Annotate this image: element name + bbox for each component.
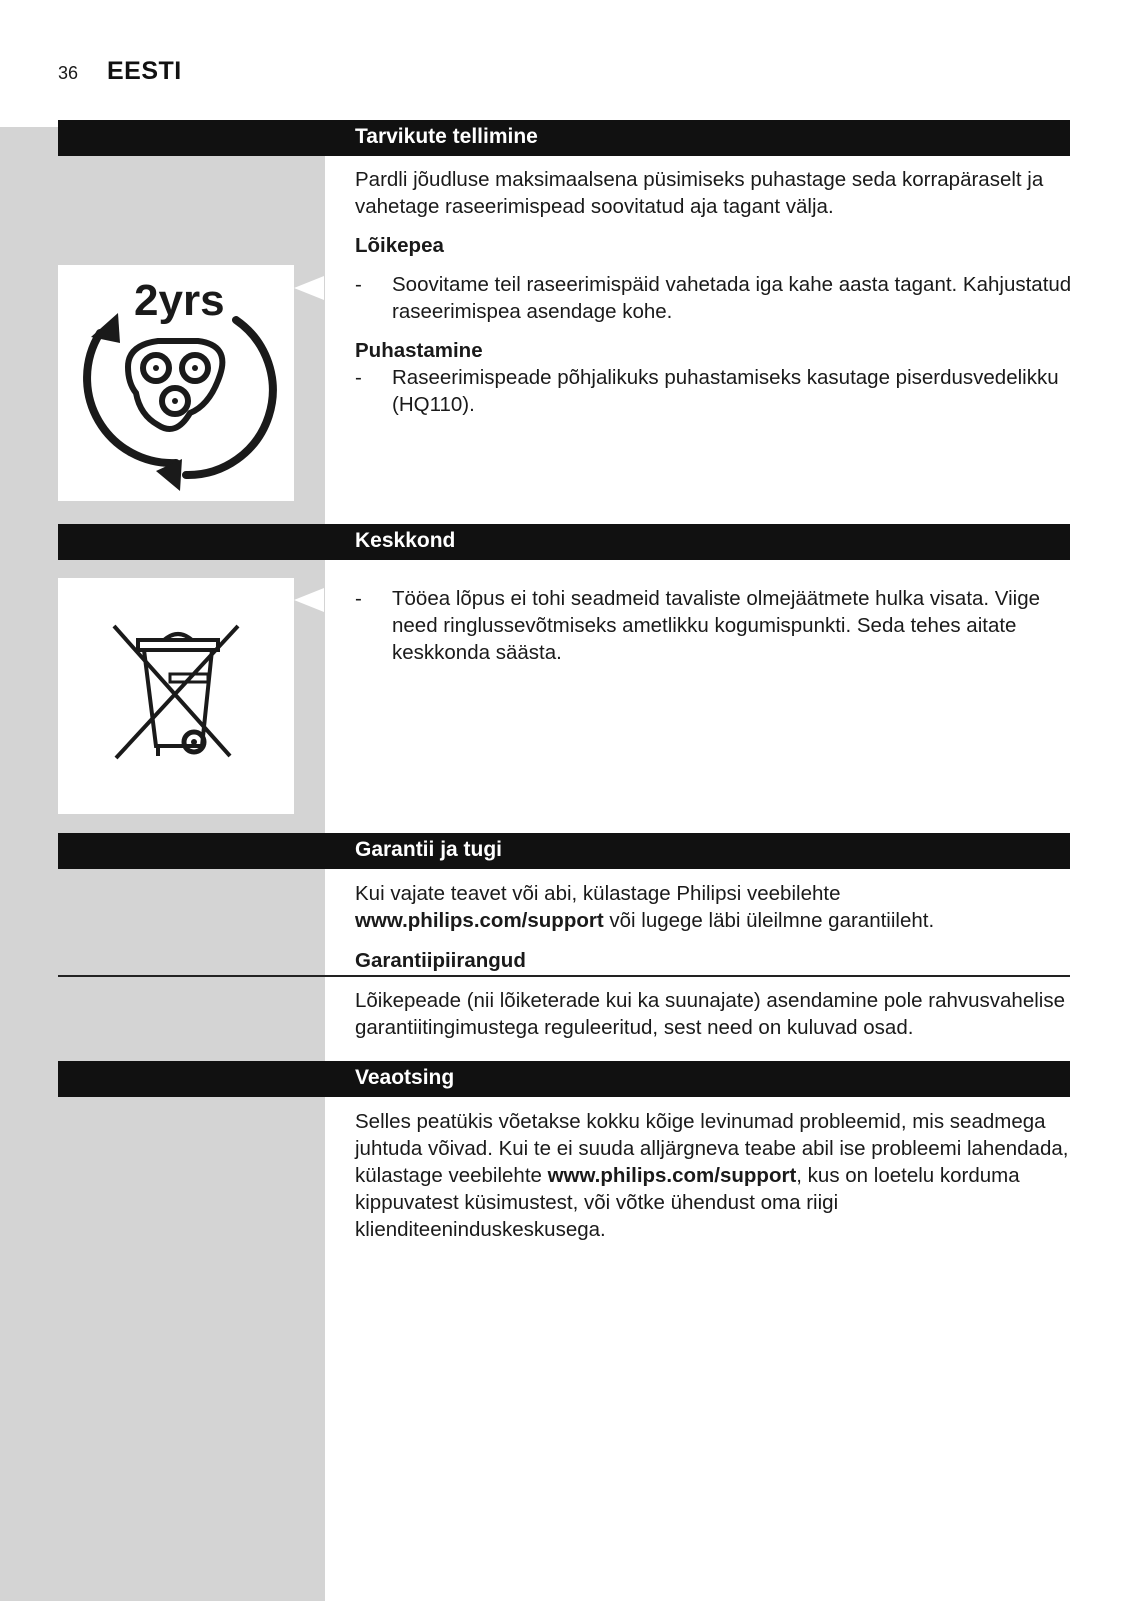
list-item bbox=[355, 585, 1073, 666]
section-body bbox=[355, 880, 1073, 974]
paragraph: Pardli jõudluse maksimaalsena püsimiseks puhastage seda korrapäraselt ja vahetage raseerimispead soovitatud aja tagant välja. bbox=[355, 168, 1044, 218]
paragraph-text: , kus on loetelu korduma kippuvatest küsimustest, või võtke ühendust oma riigi klienditeeninduskeskusega. bbox=[355, 1164, 1020, 1241]
paragraph-text: või lugege läbi üleilmne garantiileht. bbox=[603, 909, 935, 932]
section-heading-bar bbox=[58, 120, 1070, 156]
support-link[interactable]: www.philips.com/support bbox=[355, 909, 604, 932]
bullet-dash: - bbox=[355, 273, 362, 296]
page-number: 36 bbox=[58, 63, 79, 83]
section-heading-bar bbox=[58, 833, 1070, 869]
support-link[interactable]: www.philips.com/support bbox=[547, 1164, 797, 1187]
section-body bbox=[355, 987, 1073, 1041]
image-pointer bbox=[294, 588, 324, 612]
section-heading: Veaotsing bbox=[355, 1066, 455, 1089]
crossed-out-bin-icon bbox=[58, 578, 294, 814]
bullet-dash: - bbox=[355, 366, 362, 389]
paragraph-text: Selles peatükis võetakse kokku kõige levinumad probleemid, mis seadmega juhtuda võivad. Kui te ei suuda alljärgneva teabe abil ise probleemi lahendada, külastage veebilehte bbox=[355, 1110, 1069, 1187]
list-item bbox=[355, 271, 1073, 325]
image-pointer bbox=[294, 276, 324, 300]
section-body bbox=[355, 166, 1073, 418]
list-item-text: Tööea lõpus ei tohi seadmeid tavaliste olmejäätmete hulka visata. Viige need ringlussevõtmiseks ametlikku kogumispunkti. Seda tehes aitate keskkonda säästa. bbox=[392, 587, 1041, 664]
weee-symbol-illustration bbox=[58, 578, 294, 814]
bullet-dash: - bbox=[355, 587, 362, 610]
list-item-text: Raseerimispeade põhjalikuks puhastamiseks kasutage piserdusvedelikku (HQ110). bbox=[392, 366, 1059, 416]
section-heading: Tarvikute tellimine bbox=[355, 125, 538, 148]
language-title: EESTI bbox=[107, 57, 182, 85]
section-heading: Garantii ja tugi bbox=[355, 838, 503, 861]
paragraph-text: Kui vajate teavet või abi, külastage Philipsi veebilehte bbox=[355, 882, 841, 905]
section-heading: Keskkond bbox=[355, 529, 456, 552]
section-heading-bar bbox=[58, 524, 1070, 560]
paragraph: Lõikepeade (nii lõiketerade kui ka suunajate) asendamine pole rahvusvahelise garantiitingimustega reguleeritud, sest need on kuluvad osad. bbox=[355, 989, 1065, 1039]
section-body bbox=[355, 1108, 1073, 1243]
paragraph bbox=[355, 880, 1073, 934]
paragraph bbox=[355, 1108, 1073, 1243]
divider bbox=[58, 975, 1070, 977]
icon-label: 2yrs bbox=[134, 276, 225, 325]
list-item bbox=[355, 364, 1073, 418]
subheading: Lõikepea bbox=[355, 234, 444, 257]
replace-every-2-years-icon bbox=[58, 265, 294, 501]
section-body bbox=[355, 585, 1073, 666]
subheading: Puhastamine bbox=[355, 339, 483, 362]
shaver-head-2yrs-illustration bbox=[58, 265, 294, 501]
section-heading-bar bbox=[58, 1061, 1070, 1097]
subheading: Garantiipiirangud bbox=[355, 949, 526, 972]
list-item-text: Soovitame teil raseerimispäid vahetada iga kahe aasta tagant. Kahjustatud raseerimispea asendage kohe. bbox=[392, 273, 1072, 323]
